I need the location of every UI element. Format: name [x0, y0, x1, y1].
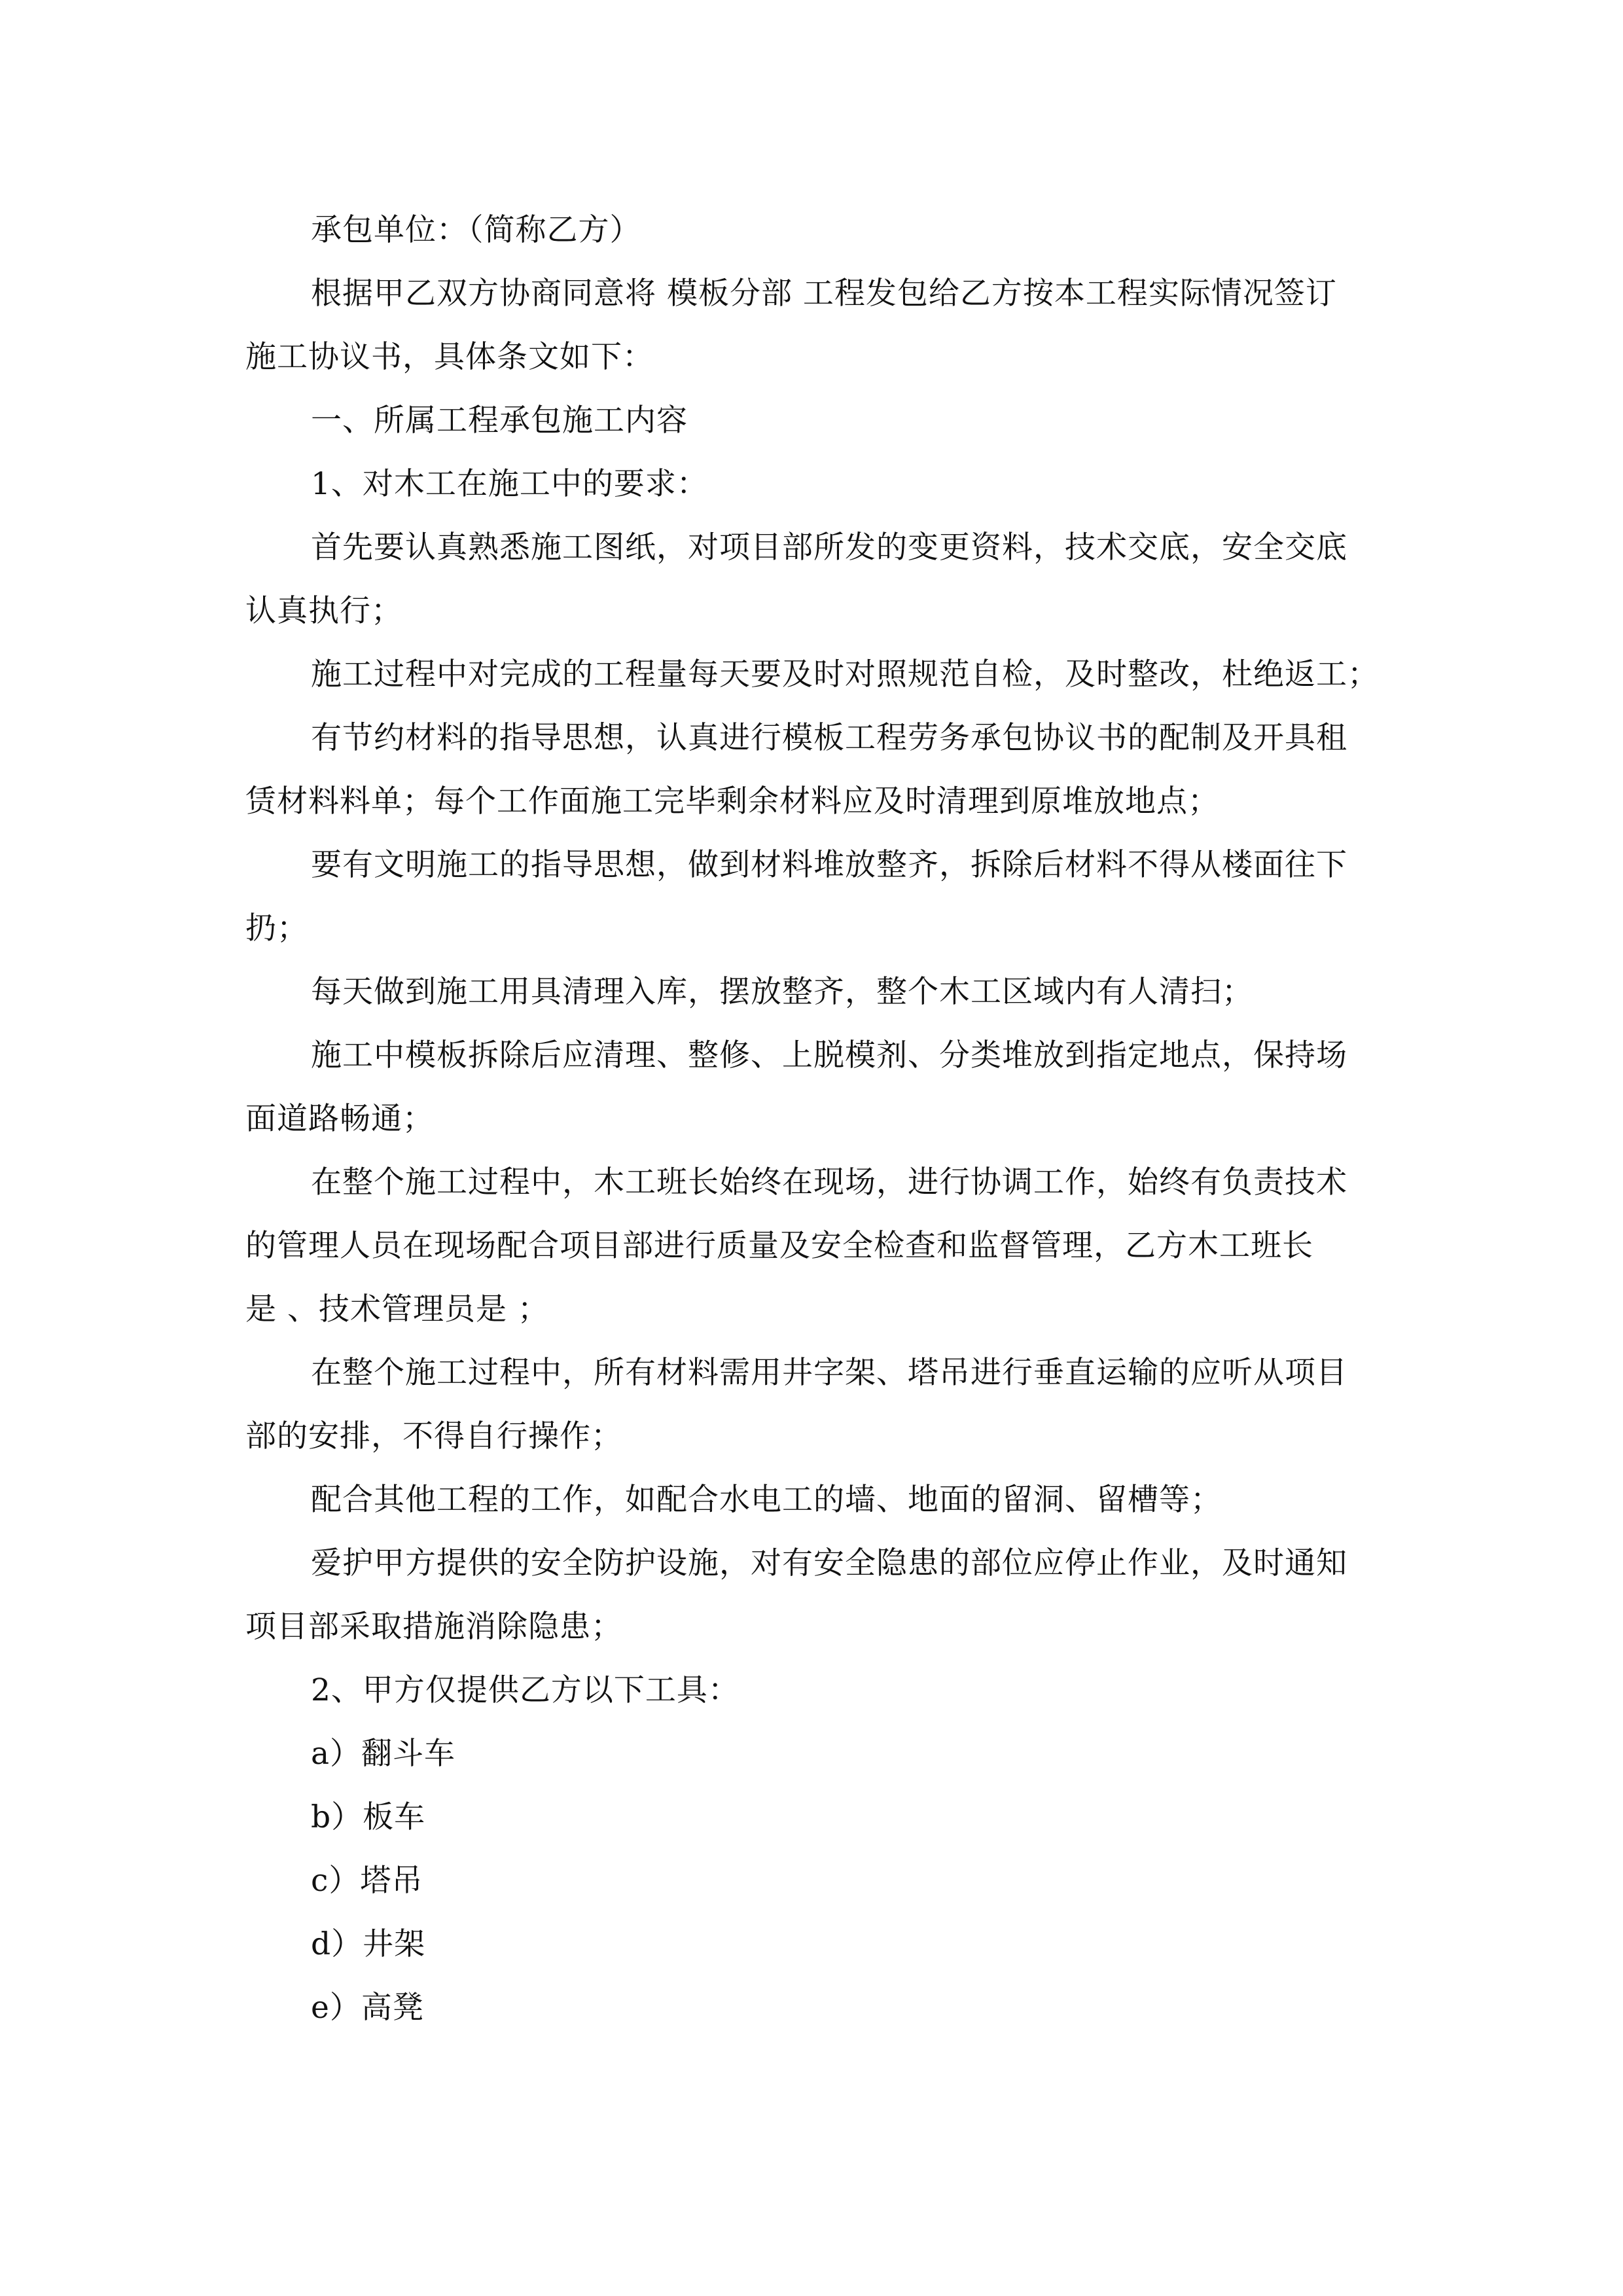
paragraph-line: 是 、技术管理员是 ；	[245, 1291, 549, 1327]
party-b-line: 承包单位：（简称乙方）	[311, 212, 641, 248]
paragraph-line: 爱护甲方提供的安全防护设施，对有安全隐患的部位应停止作业，及时通知	[311, 1545, 1347, 1581]
paragraph-line: 的管理人员在现场配合项目部进行质量及安全检查和监督管理，乙方木工班长	[245, 1228, 1313, 1264]
paragraph-line: 在整个施工过程中，木工班长始终在现场，进行协调工作，始终有负责技术	[311, 1164, 1347, 1200]
paragraph-line: 每天做到施工用具清理入库，摆放整齐，整个木工区域内有人清扫；	[311, 974, 1253, 1010]
paragraph-line: 部的安排，不得自行操作；	[245, 1418, 622, 1454]
section-heading: 一、所属工程承包施工内容	[311, 403, 688, 439]
paragraph-line: 扔；	[245, 910, 308, 946]
subsection-heading: 2、甲方仅提供乙方以下工具：	[311, 1672, 740, 1708]
list-item: d）井架	[311, 1926, 426, 1962]
paragraph-line: 有节约材料的指导思想，认真进行模板工程劳务承包协议书的配制及开具租	[311, 720, 1347, 756]
paragraph-line: 根据甲乙双方协商同意将 模板分部 工程发包给乙方按本工程实际情况签订	[311, 276, 1337, 312]
paragraph-line: 配合其他工程的工作，如配合水电工的墙、地面的留洞、留槽等；	[311, 1482, 1222, 1518]
list-item: e）高凳	[311, 1990, 424, 2026]
paragraph-line: 认真执行；	[245, 593, 402, 629]
paragraph-line: 施工过程中对完成的工程量每天要及时对照规范自检，及时整改，杜绝返工；	[311, 656, 1379, 692]
list-item: c）塔吊	[311, 1863, 423, 1899]
paragraph-line: 在整个施工过程中，所有材料需用井字架、塔吊进行垂直运输的应听从项目	[311, 1355, 1347, 1391]
list-item: b）板车	[311, 1799, 426, 1835]
paragraph-line: 赁材料料单；每个工作面施工完毕剩余材料应及时清理到原堆放地点；	[245, 783, 1219, 819]
list-item: a）翻斗车	[311, 1736, 456, 1772]
paragraph-line: 面道路畅通；	[245, 1101, 434, 1137]
paragraph-line: 项目部采取措施消除隐患；	[245, 1609, 622, 1645]
paragraph-line: 施工中模板拆除后应清理、整修、上脱模剂、分类堆放到指定地点，保持场	[311, 1037, 1347, 1073]
paragraph-line: 要有文明施工的指导思想，做到材料堆放整齐，拆除后材料不得从楼面往下	[311, 847, 1347, 883]
paragraph-line: 施工协议书，具体条文如下：	[245, 339, 654, 375]
paragraph-line: 首先要认真熟悉施工图纸，对项目部所发的变更资料，技术交底，安全交底	[311, 529, 1347, 565]
subsection-heading: 1、对木工在施工中的要求：	[311, 466, 708, 502]
